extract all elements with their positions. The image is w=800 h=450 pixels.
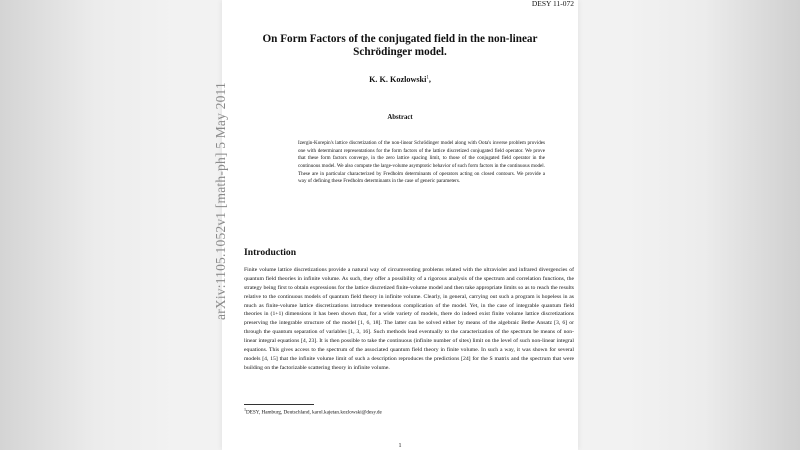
paper-title: On Form Factors of the conjugated field in the non-linear Schrödinger model. (262, 33, 538, 58)
page-number: 1 (398, 443, 402, 449)
author-trailing: , (428, 75, 431, 84)
section-heading-introduction: Introduction (244, 247, 297, 258)
author-footnote-mark: 1 (426, 75, 429, 81)
author-line (222, 75, 578, 84)
paper-page (213, 0, 578, 450)
author-name: K. K. Kozlowski (369, 75, 427, 84)
footnote-mark: 1 (244, 407, 246, 412)
arxiv-identifier: arXiv:1105.1052v1 [math-ph] 5 May 2011 (213, 82, 228, 320)
report-number: DESY 11-072 (531, 0, 574, 8)
introduction-paragraph: Finite volume lattice discretizations provide a natural way of circumventing problems related with the ultraviolet and infrared divergencies of quantum field theories in infinite volume. As such, they offer a possibility of a rigorous analysis of the spectrum and correlation functions, the strategy being first to obtain expressions for the lattice discretized finite-volume model and then take appropriate limits so as to reach the results relative to the continuous models of quantum field theory in infinite volume. Clearly, in general, carrying out such a program is hopeless in as much as finite-volume lattice discretizations introduce tremendous complication of the model. Yet, in the case of integrable quantum field theories in (1+1) dimensions it has been shown that, for a wide variety of models, there do indeed exist finite volume lattice discretizations preserving the integrable structure of the model [1, 6, 18]. The latter can be solved either by means of the algebraic Bethe Ansatz [3, 6] or through the quantum separation of variables [1, 3, 16]. Such methods lead eventually to the caracterization of the spectrum be means of non-linear integral equations [4, 23]. It is then possible to take the continuous (infinite number of sites) limit on the level of such non-linear integral equations. This gives access to the spectrum of the associated quantum field theory in finite volume. In such a way, it was shown for several models [4, 15] that the infinite volume limit of such a description reproduces the predictions [24] for the S matrix and the spectrum that were building on the factorizable scattering theory in infinite volume. (244, 267, 574, 371)
footnote-divider (244, 404, 314, 405)
footnote (244, 406, 382, 417)
footnote-text: DESY, Hamburg, Deutschland, karol.kajetan.kozlowski@desy.de (246, 409, 382, 416)
abstract-heading: Abstract (387, 114, 413, 121)
abstract-text: Izergin-Korepin's lattice discretization of the non-linear Schrödinger model along with Oota's inverse problem provides one with determinant representations for the form factors of the lattice discretized conjugated field operator. We prove that these form factors converge, in the zero lattice spacing limit, to those of the conjugated field operator in the continuous model. We also compute the large-volume asymptotic behavior of such form factors in the continuous model. These are in particular characterized by Fredholm determinants of operators acting on closed contours. We provide a way of defining these Fredholm determinants in the case of generic parameters. (298, 140, 545, 185)
